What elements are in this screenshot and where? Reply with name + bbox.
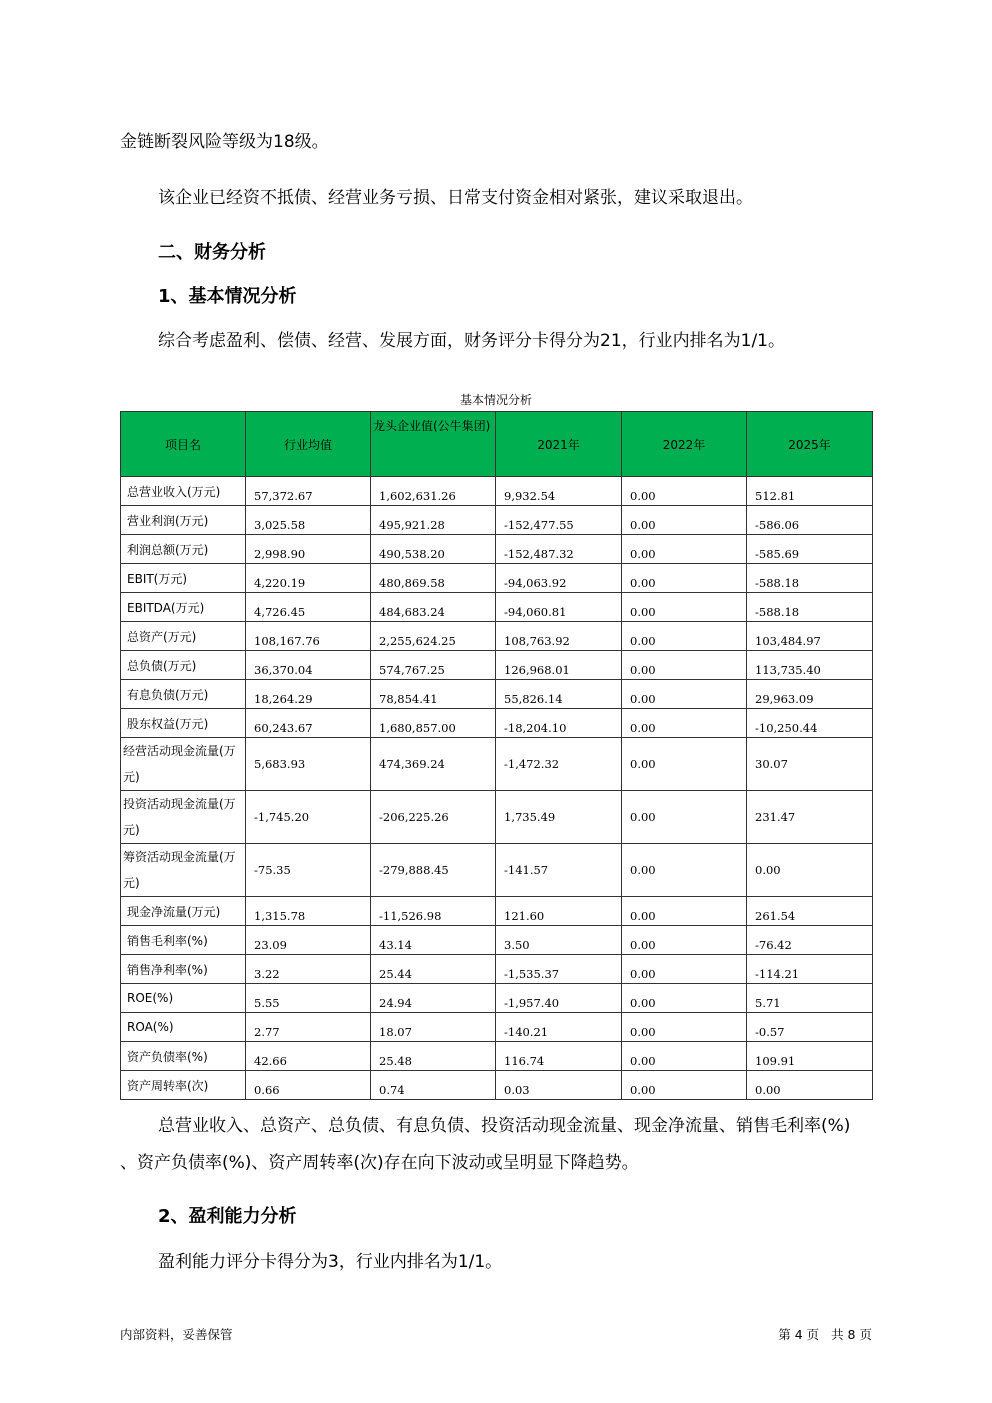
table-cell: -140.21 — [496, 1013, 622, 1042]
row-label: 销售毛利率(%) — [121, 926, 246, 955]
table-cell: -18,204.10 — [496, 709, 622, 738]
row-label: 销售净利率(%) — [121, 955, 246, 984]
table-cell: 574,767.25 — [371, 651, 496, 680]
table-cell: 9,932.54 — [496, 477, 622, 506]
table-cell: 0.00 — [622, 680, 747, 709]
table-cell: 25.48 — [371, 1042, 496, 1071]
table-cell: 0.00 — [622, 984, 747, 1013]
table-row — [121, 680, 873, 709]
table-cell: -586.06 — [747, 506, 873, 535]
table-cell: 4,220.19 — [246, 564, 371, 593]
table-row — [121, 564, 873, 593]
table-row — [121, 622, 873, 651]
table-row — [121, 791, 873, 844]
table-cell: 1,602,631.26 — [371, 477, 496, 506]
row-label: 资产负债率(%) — [121, 1042, 246, 1071]
table-cell: 512.81 — [747, 477, 873, 506]
table-cell: -11,526.98 — [371, 897, 496, 926]
table-cell: 2,255,624.25 — [371, 622, 496, 651]
table-cell: -10,250.44 — [747, 709, 873, 738]
basic-analysis-summary: 综合考虑盈利、偿债、经营、发展方面，财务评分卡得分为21，行业内排名为1/1。 — [158, 331, 785, 351]
table-cell: 0.00 — [622, 535, 747, 564]
row-label: ROE(%) — [121, 984, 246, 1013]
footer-page-number: 第 4 页 共 8 页 — [778, 1327, 872, 1342]
table-row — [121, 477, 873, 506]
table-cell: 60,243.67 — [246, 709, 371, 738]
table-cell: 0.00 — [622, 477, 747, 506]
table-row — [121, 926, 873, 955]
table-cell: 0.00 — [747, 844, 873, 897]
table-cell: 103,484.97 — [747, 622, 873, 651]
table-cell: 43.14 — [371, 926, 496, 955]
row-label: 有息负债(万元) — [121, 680, 246, 709]
table-cell: -76.42 — [747, 926, 873, 955]
table-cell: 0.74 — [371, 1071, 496, 1100]
table-row — [121, 709, 873, 738]
trend-analysis-line-2: 、资产负债率(%)、资产周转率(次)存在向下波动或呈明显下降趋势。 — [120, 1153, 639, 1173]
table-cell: -588.18 — [747, 593, 873, 622]
table-cell: 3.50 — [496, 926, 622, 955]
table-cell: 0.00 — [622, 564, 747, 593]
table-cell: -0.57 — [747, 1013, 873, 1042]
table-cell: 0.00 — [622, 955, 747, 984]
table-cell: -94,063.92 — [496, 564, 622, 593]
header-item-name: 项目名 — [121, 412, 246, 477]
table-cell: -94,060.81 — [496, 593, 622, 622]
table-cell: 0.03 — [496, 1071, 622, 1100]
row-label: 投资活动现金流量(万元) — [121, 791, 246, 844]
subsection-title-profitability: 2、盈利能力分析 — [158, 1206, 297, 1227]
trend-analysis-line-1: 总营业收入、总资产、总负债、有息负债、投资活动现金流量、现金净流量、销售毛利率(%) — [158, 1116, 851, 1136]
table-cell: -585.69 — [747, 535, 873, 564]
table-cell: 3,025.58 — [246, 506, 371, 535]
table-cell: 18.07 — [371, 1013, 496, 1042]
intro-line-1: 金链断裂风险等级为18级。 — [120, 132, 329, 152]
table-cell: 78,854.41 — [371, 680, 496, 709]
row-label: 现金净流量(万元) — [121, 897, 246, 926]
table-cell: 121.60 — [496, 897, 622, 926]
table-cell: 0.00 — [622, 791, 747, 844]
table-cell: 24.94 — [371, 984, 496, 1013]
header-industry-average: 行业均值 — [246, 412, 371, 477]
table-cell: -279,888.45 — [371, 844, 496, 897]
table-cell: -114.21 — [747, 955, 873, 984]
table-cell: 113,735.40 — [747, 651, 873, 680]
table-cell: -1,472.32 — [496, 738, 622, 791]
table-cell: 490,538.20 — [371, 535, 496, 564]
table-cell: 0.00 — [622, 593, 747, 622]
header-2022: 2022年 — [622, 412, 747, 477]
table-cell: 116.74 — [496, 1042, 622, 1071]
table-row — [121, 593, 873, 622]
basic-analysis-table — [120, 411, 873, 1100]
table-cell: 23.09 — [246, 926, 371, 955]
row-label: 经营活动现金流量(万元) — [121, 738, 246, 791]
table-cell: 1,315.78 — [246, 897, 371, 926]
table-cell: 108,763.92 — [496, 622, 622, 651]
table-cell: 484,683.24 — [371, 593, 496, 622]
table-cell: 0.00 — [622, 926, 747, 955]
table-cell: 2.77 — [246, 1013, 371, 1042]
header-2025: 2025年 — [747, 412, 873, 477]
table-cell: 57,372.67 — [246, 477, 371, 506]
table-cell: -1,745.20 — [246, 791, 371, 844]
table-cell: 29,963.09 — [747, 680, 873, 709]
table-cell: 109.91 — [747, 1042, 873, 1071]
table-cell: 0.00 — [622, 897, 747, 926]
table-row — [121, 738, 873, 791]
row-label: 利润总额(万元) — [121, 535, 246, 564]
table-row — [121, 1071, 873, 1100]
table-cell: 5.55 — [246, 984, 371, 1013]
table-cell: 1,735.49 — [496, 791, 622, 844]
table-cell: 5.71 — [747, 984, 873, 1013]
table-cell: 3.22 — [246, 955, 371, 984]
table-cell: 36,370.04 — [246, 651, 371, 680]
table-row — [121, 955, 873, 984]
table-cell: 0.66 — [246, 1071, 371, 1100]
row-label: 总资产(万元) — [121, 622, 246, 651]
table-cell: 0.00 — [622, 622, 747, 651]
table-cell: -152,487.32 — [496, 535, 622, 564]
subsection-title-basic: 1、基本情况分析 — [158, 286, 297, 307]
table-cell: 1,680,857.00 — [371, 709, 496, 738]
table-cell: 231.47 — [747, 791, 873, 844]
table-cell: -1,957.40 — [496, 984, 622, 1013]
row-label: 总负债(万元) — [121, 651, 246, 680]
table-cell: 4,726.45 — [246, 593, 371, 622]
table-row — [121, 535, 873, 564]
table-cell: 0.00 — [747, 1071, 873, 1100]
table-cell: -588.18 — [747, 564, 873, 593]
header-leader-value: 龙头企业值(公牛集团) — [371, 412, 496, 477]
table-cell: -141.57 — [496, 844, 622, 897]
table-cell: -152,477.55 — [496, 506, 622, 535]
intro-line-2: 该企业已经资不抵债、经营业务亏损、日常支付资金相对紧张，建议采取退出。 — [158, 188, 753, 208]
footer-confidential: 内部资料，妥善保管 — [120, 1327, 233, 1342]
row-label: 资产周转率(次) — [121, 1071, 246, 1100]
table-cell: 261.54 — [747, 897, 873, 926]
table-cell: 5,683.93 — [246, 738, 371, 791]
row-label: 营业利润(万元) — [121, 506, 246, 535]
table-cell: 25.44 — [371, 955, 496, 984]
table-cell: 495,921.28 — [371, 506, 496, 535]
table-cell: 474,369.24 — [371, 738, 496, 791]
table-row — [121, 651, 873, 680]
table-cell: 480,869.58 — [371, 564, 496, 593]
table-cell: 0.00 — [622, 1042, 747, 1071]
table-cell: -1,535.37 — [496, 955, 622, 984]
table-caption: 基本情况分析 — [459, 393, 532, 407]
table-cell: 108,167.76 — [246, 622, 371, 651]
row-label: EBIT(万元) — [121, 564, 246, 593]
header-2021: 2021年 — [496, 412, 622, 477]
table-cell: 0.00 — [622, 1071, 747, 1100]
table-row — [121, 506, 873, 535]
table-row — [121, 1042, 873, 1071]
section-title-financial-analysis: 二、财务分析 — [158, 242, 266, 263]
table-cell: 42.66 — [246, 1042, 371, 1071]
table-cell: -75.35 — [246, 844, 371, 897]
table-cell: 18,264.29 — [246, 680, 371, 709]
table-cell: 0.00 — [622, 506, 747, 535]
table-cell: 0.00 — [622, 844, 747, 897]
table-cell: 55,826.14 — [496, 680, 622, 709]
row-label: ROA(%) — [121, 1013, 246, 1042]
table-row — [121, 897, 873, 926]
table-row — [121, 1013, 873, 1042]
table-cell: -206,225.26 — [371, 791, 496, 844]
table-cell: 126,968.01 — [496, 651, 622, 680]
table-cell: 0.00 — [622, 651, 747, 680]
table-header-row — [121, 412, 873, 477]
table-cell: 30.07 — [747, 738, 873, 791]
profitability-summary: 盈利能力评分卡得分为3，行业内排名为1/1。 — [158, 1252, 503, 1272]
row-label: 股东权益(万元) — [121, 709, 246, 738]
table-cell: 0.00 — [622, 1013, 747, 1042]
table-row — [121, 984, 873, 1013]
table-cell: 2,998.90 — [246, 535, 371, 564]
table-cell: 0.00 — [622, 738, 747, 791]
table-row — [121, 844, 873, 897]
table-cell: 0.00 — [622, 709, 747, 738]
row-label: EBITDA(万元) — [121, 593, 246, 622]
row-label: 筹资活动现金流量(万元) — [121, 844, 246, 897]
row-label: 总营业收入(万元) — [121, 477, 246, 506]
